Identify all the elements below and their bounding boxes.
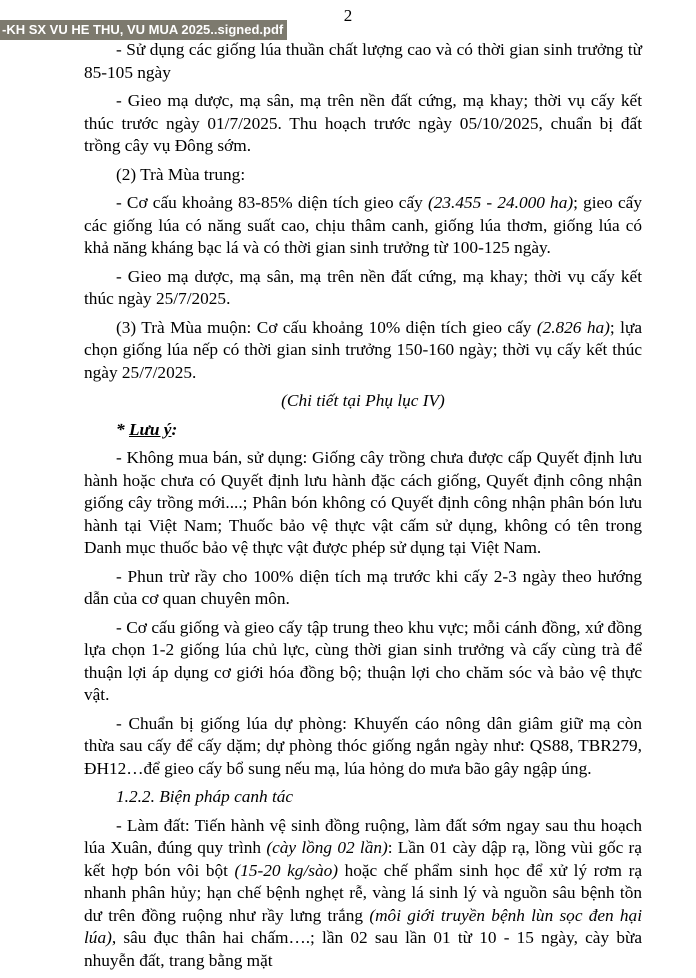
paragraph: - Gieo mạ dược, mạ sân, mạ trên nền đất cứng, mạ khay; thời vụ cấy kết thúc ngày 25/7/2025. xyxy=(84,266,642,308)
pdf-file-tab[interactable]: -KH SX VU HE THU, VU MUA 2025..signed.pdf xyxy=(0,20,287,40)
paragraph: - Phun trừ rầy cho 100% diện tích mạ trước khi cấy 2-3 ngày theo hướng dẫn của cơ quan chuyên môn. xyxy=(84,566,642,608)
text-run: (3) Trà Mùa muộn: Cơ cấu khoảng 10% diện tích gieo cấy xyxy=(116,317,537,337)
text-run: - Làm đất: Tiến hành vệ sinh đồng ruộng, làm đất sớm ngay sau thu hoạch lúa Xuân, đúng quy trình xyxy=(84,815,642,857)
paragraph: - Gieo mạ dược, mạ sân, mạ trên nền đất cứng, mạ khay; thời vụ cấy kết thúc trước ngày 01/7/2025. Thu hoạch trước ngày 05/10/2025, chuẩn bị đất trồng cây vụ Đông sớm. xyxy=(84,91,642,155)
paragraph xyxy=(84,192,642,260)
paragraph: - Không mua bán, sử dụng: Giống cây trồng chưa được cấp Quyết định lưu hành hoặc chưa có Quyết định lưu hành đặc cách giống, Quyết định công nhận giống cây trồng mới....; Phân bón không có Quyết định công nhận phân bón lưu hành tại Việt Nam; Thuốc bảo vệ thực vật cấm sử dụng, không có tên trong Danh mục thuốc bảo vệ thực vật được phép sử dụng tại Việt Nam. xyxy=(84,448,642,557)
document-body xyxy=(84,39,642,978)
text-run: ; lựa chọn giống lúa nếp có thời gian sinh trưởng 150-160 ngày; thời vụ cấy kết thúc ngày 25/7/2025. xyxy=(84,317,642,382)
paragraph xyxy=(84,317,642,385)
section-heading: (2) Trà Mùa trung: xyxy=(116,164,246,184)
paragraph: - Chuẩn bị giống lúa dự phòng: Khuyến cáo nông dân giâm giữ mạ còn thừa sau cấy để cấy dặm; dự phòng thóc giống ngắn ngày như: QS88, TBR279, ĐH12…để gieo cấy bổ sung nếu mạ, lúa hỏng do mưa bão gây ngập úng. xyxy=(84,713,642,778)
appendix-reference: (Chi tiết tại Phụ lục IV) xyxy=(281,391,445,410)
italic-text: (15-20 kg/sào) xyxy=(234,860,339,880)
text-run: , sâu đục thân hai chấm….; lần 02 sau lần 01 từ 10 - 15 ngày, cày bừa nhuyễn đất, trang bằng mặt xyxy=(84,928,642,970)
text-run: : Lần 01 cày dập rạ, lồng vùi gốc rạ kết hợp bón vôi bột xyxy=(84,838,642,880)
paragraph: - Sử dụng các giống lúa thuần chất lượng cao và có thời gian sinh trưởng từ 85-105 ngày xyxy=(84,40,642,82)
page-number: 2 xyxy=(343,6,353,25)
note-label: Lưu ý xyxy=(128,419,172,439)
subsection-heading: 1.2.2. Biện pháp canh tác xyxy=(116,787,294,806)
note-heading xyxy=(84,419,642,442)
text-run: - Cơ cấu khoảng 83-85% diện tích gieo cấy xyxy=(116,193,428,212)
italic-text: (cày lồng 02 lần) xyxy=(266,838,388,857)
italic-text: (23.455 - 24.000 ha) xyxy=(427,193,574,212)
italic-text: (2.826 ha) xyxy=(536,317,610,337)
text-run: ; gieo cấy các giống lúa có năng suất cao, chịu thâm canh, giống lúa thơm, giống lúa có khả năng kháng bạc lá và có thời gian sinh trưởng từ 100-125 ngày. xyxy=(84,193,642,257)
note-star: * xyxy=(116,419,129,439)
italic-text: (môi giới truyền bệnh lùn sọc đen hại lúa) xyxy=(84,905,642,947)
text-run: hoặc chế phẩm sinh học để xử lý rơm rạ nhanh phân hủy; hạn chế bệnh nghẹt rễ, vàng lá sinh lý và nguồn sâu bệnh tồn dư trên đồng ruộng như rầy lưng trắng xyxy=(84,860,642,925)
paragraph xyxy=(84,815,642,973)
note-colon: : xyxy=(171,419,178,439)
paragraph: - Cơ cấu giống và gieo cấy tập trung theo khu vực; mỗi cánh đồng, xứ đồng lựa chọn 1-2 giống lúa chủ lực, cùng thời gian sinh trưởng và cấy cùng trà để thuận lợi áp dụng cơ giới hóa đồng bộ; thuận lợi cho chăm sóc và bảo vệ thực vật. xyxy=(84,617,642,704)
